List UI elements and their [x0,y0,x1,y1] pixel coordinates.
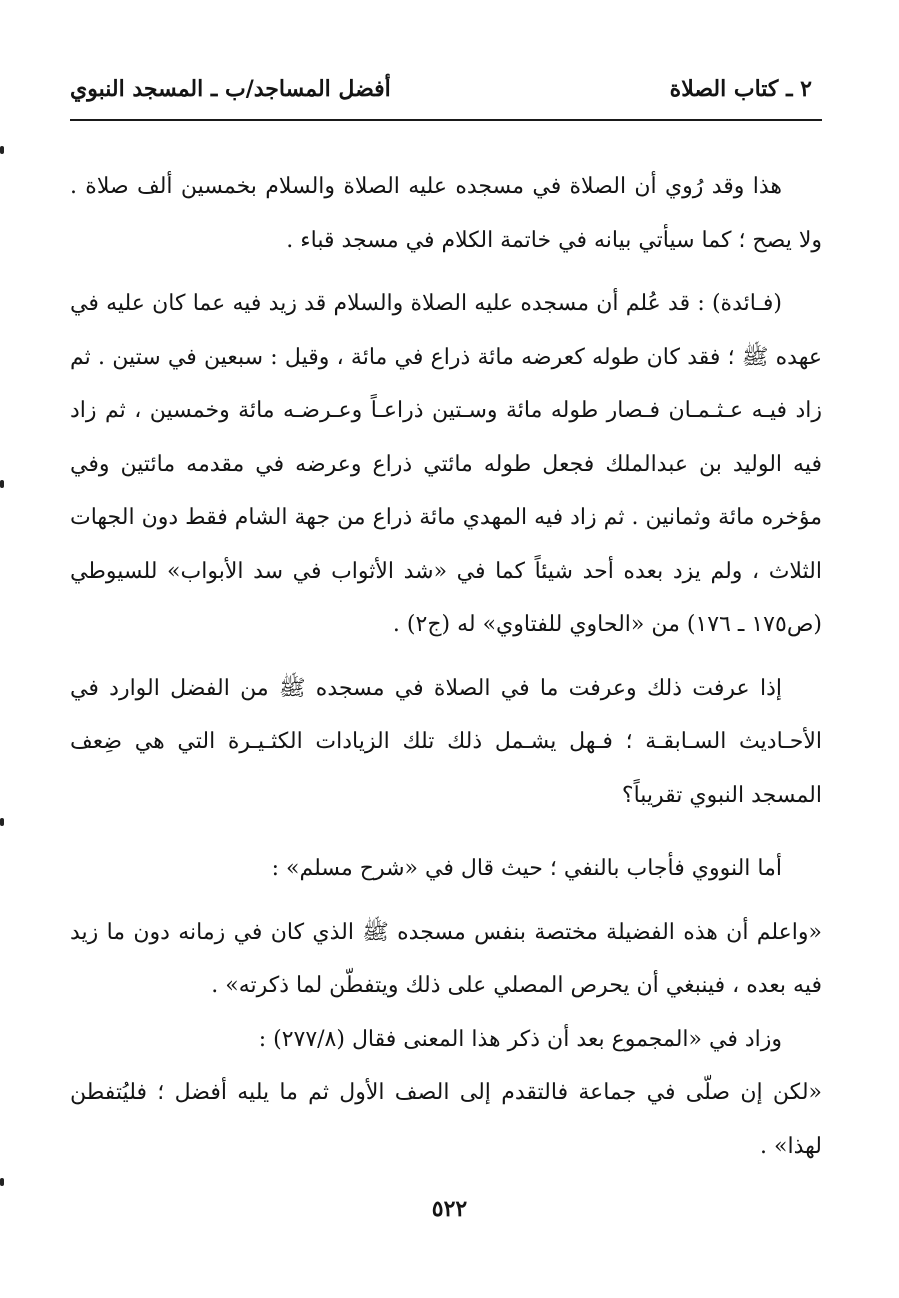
scan-edge-mark [0,480,4,488]
page-body [70,160,822,1173]
paragraph-faida: (فـائدة) : قد عُلم أن مسجده عليه الصلاة والسلام قد زيد فيه عما كان عليه في عهده ﷺ ؛ فقد كان طوله كعرضه مائة ذراع في مائة ، وقيل : سبعين في ستين . ثم زاد فيـه عـثـمـان فـصار طوله مائة وسـتين ذراعـاً وعـرضـه مائة وخمسين ، ثم زاد فيه الوليد بن عبدالملك فجعل طوله مائتي ذراع وعرضه في مقدمه مائتين وفي مؤخره مائة وثمانين . ثم زاد فيه المهدي مائة ذراع من جهة الشام فقط دون الجهات الثلاث ، ولم يزد بعده أحد شيئاً كما في «شد الأثواب في سد الأبواب» للسيوطي (ص١٧٥ ـ ١٧٦) من «الحاوي للفتاوي» له (ج٢) . [70,291,822,637]
chapter-title: ٢ ـ كتاب الصلاة [669,76,812,102]
paragraph-majmu-quote: «لكن إن صلّى في جماعة فالتقدم إلى الصف الأول ثم ما يليه أفضل ؛ فليُتفطن لهذا» . [70,1080,822,1159]
paragraph-majmu-intro: وزاد في «المجموع بعد أن ذكر هذا المعنى فقال (٢٧٧/٨) : [258,1026,782,1052]
paragraph-hadith-note: هذا وقد رُوي أن الصلاة في مسجده عليه الصلاة والسلام بخمسين ألف صلاة . ولا يصح ؛ كما سيأتي بيانه في خاتمة الكلام في مسجد قباء . [70,174,822,253]
scan-edge-mark [0,1178,4,1186]
running-header [70,70,820,120]
header-divider [70,119,822,121]
scan-edge-mark [0,818,4,826]
page-number: ٥٢٢ [431,1196,468,1222]
paragraph-nawawi-quote: «واعلم أن هذه الفضيلة مختصة بنفس مسجده ﷺ الذي كان في زمانه دون ما زيد فيه بعده ، فينبغي أن يحرص المصلي على ذلك ويتفطّن لما ذكرته» . [70,919,822,998]
scan-edge-mark [0,146,4,154]
section-title: أفضل المساجد/ب ـ المسجد النبوي [70,76,391,102]
paragraph-nawawi-intro: أما النووي فأجاب بالنفي ؛ حيث قال في «شرح مسلم» : [271,856,782,881]
paragraph-question: إذا عرفت ذلك وعرفت ما في الصلاة في مسجده ﷺ من الفضل الوارد في الأحـاديث السـابقـة ؛ فـهل يشـمل ذلك تلك الزيادات الكثـيـرة التي هي ضِعف المسجد النبوي تقريباً؟ [70,675,822,808]
